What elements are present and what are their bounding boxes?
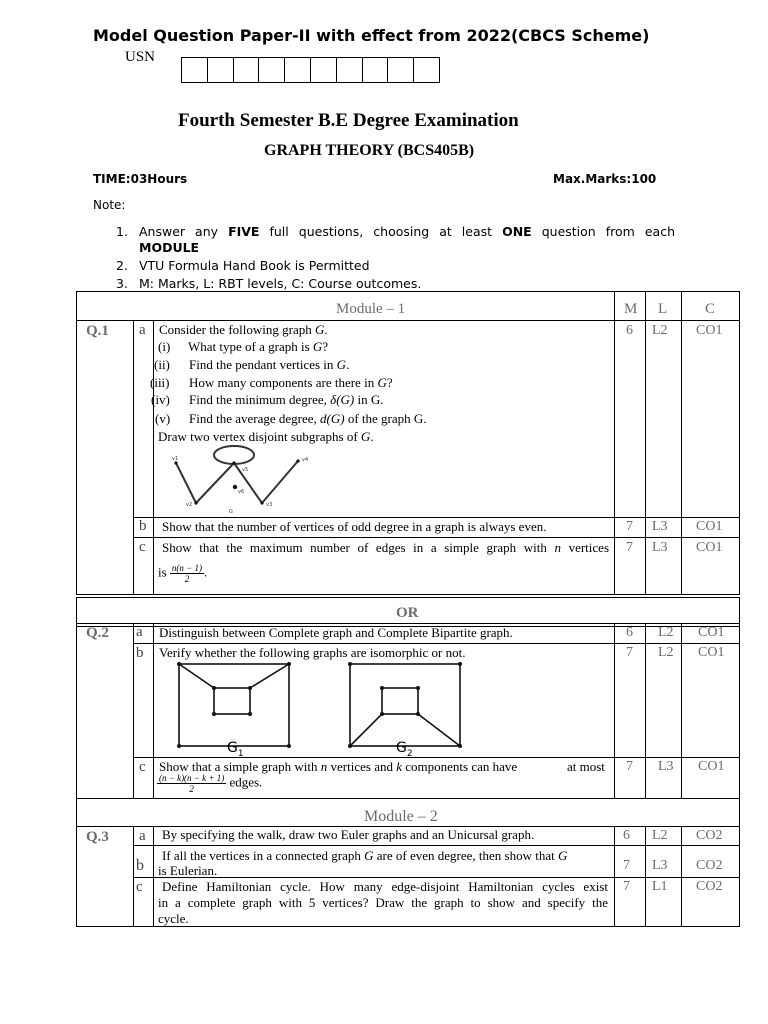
q3a-text: By specifying the walk, draw two Euler graphs and an Unicursal graph. (162, 827, 535, 842)
q2c-text-end: at most (567, 759, 605, 774)
graph-label-v5: v5 (242, 467, 249, 473)
q2c-sub: c (139, 759, 146, 775)
q2b-level: L2 (658, 645, 674, 660)
q1a-graph-figure (158, 445, 310, 515)
col-m-header: M (624, 301, 638, 317)
usn-digit-box (310, 57, 337, 83)
q2-label: Q.2 (86, 625, 109, 641)
q2c-text: Show that a simple graph with n vertices and k components can have (159, 759, 518, 774)
q3b-text: If all the vertices in a connected graph G are of even degree, then show that G (162, 848, 568, 863)
q1c-marks: 7 (626, 540, 633, 555)
q2b-text: Verify whether the following graphs are isomorphic or not. (159, 645, 466, 660)
col-c-header: C (705, 301, 716, 317)
q2c-line2: $\frac{(n - k)(n - k + 1)}{2}$ edges. (159, 773, 263, 794)
subject-name: GRAPH THEORY (BCS405B) (264, 142, 475, 159)
instruction-1: 1. Answer any FIVE full questions, choosing at least ONE question from each MODULE (116, 224, 675, 255)
instruction-3: 3. M: Marks, L: RBT levels, C: Course outcomes. (116, 276, 422, 291)
q3c-level: L1 (652, 879, 668, 894)
usn-digit-box (387, 57, 414, 83)
module-1-heading: Module – 1 (336, 301, 406, 317)
q3a-sub: a (139, 828, 146, 844)
q2c-co: CO1 (698, 759, 725, 774)
q2b-marks: 7 (626, 645, 633, 660)
q2a-sub: a (136, 624, 143, 640)
q3c-line1: Define Hamiltonian cycle. How many edge-disjoint Hamiltonian cycles exist (162, 879, 608, 894)
q3c-sub: c (136, 879, 143, 895)
q1a-item-4: (iv) Find the minimum degree, δ(G) in G. (151, 392, 384, 407)
q3-label: Q.3 (86, 829, 109, 845)
usn-digit-box (336, 57, 363, 83)
module-2-heading: Module – 2 (364, 808, 438, 825)
q3a-level: L2 (652, 828, 668, 843)
usn-digit-box (207, 57, 234, 83)
q1a-marks: 6 (626, 323, 633, 338)
q2c-marks: 7 (626, 759, 633, 774)
usn-digit-box (233, 57, 260, 83)
graph-label-v3: v3 (266, 502, 273, 508)
instruction-2: 2. VTU Formula Hand Book is Permitted (116, 258, 370, 273)
q3a-co: CO2 (696, 828, 723, 843)
exam-name: Fourth Semester B.E Degree Examination (178, 110, 519, 131)
graph-label-v1: v1 (172, 456, 179, 462)
q2b-sub: b (136, 645, 144, 661)
q3b-line2: is Eulerian. (158, 863, 218, 878)
usn-digit-box (362, 57, 389, 83)
usn-digit-box (258, 57, 285, 83)
q1c-level: L3 (652, 540, 668, 555)
graph-label-v2: v2 (186, 502, 193, 508)
graph-label-v6: v6 (238, 489, 245, 495)
q1a-sub: a (139, 322, 146, 338)
q3c-line3: cycle. (158, 911, 189, 926)
paper-title: Model Question Paper-II with effect from 2022(CBCS Scheme) (93, 26, 650, 45)
q3a-marks: 6 (623, 828, 630, 843)
q1a-last: Draw two vertex disjoint subgraphs of G. (158, 429, 374, 444)
col-l-header: L (658, 301, 668, 317)
note-label: Note: (93, 198, 126, 212)
q1b-text: Show that the number of vertices of odd degree in a graph is always even. (162, 519, 547, 534)
q3b-co: CO2 (696, 858, 723, 873)
q2b-g1-label: $G_1$ (227, 740, 244, 759)
q1b-sub: b (139, 518, 147, 534)
q1a-item-3: (iii) How many components are there in G? (150, 375, 393, 390)
graph-label-g: G (229, 509, 233, 515)
q1a-level: L2 (652, 323, 668, 338)
usn-digit-box (284, 57, 311, 83)
usn-label: USN (125, 49, 156, 65)
max-marks: Max.Marks:100 (553, 172, 657, 186)
q2a-co: CO1 (698, 625, 725, 640)
q1b-co: CO1 (696, 519, 723, 534)
q1b-marks: 7 (626, 519, 633, 534)
q3c-marks: 7 (623, 879, 630, 894)
q1a-item-1: (i) What type of a graph is G? (158, 339, 329, 354)
q1-label: Q.1 (86, 323, 109, 339)
usn-input-boxes (182, 57, 440, 83)
q1b-level: L3 (652, 519, 668, 534)
graph-label-v4: v4 (302, 457, 309, 463)
q1a-intro: Consider the following graph G. (159, 322, 328, 337)
q3b-marks: 7 (623, 858, 630, 873)
q2a-text: Distinguish between Complete graph and Complete Bipartite graph. (159, 625, 513, 640)
q1a-co: CO1 (696, 323, 723, 338)
q3b-level: L3 (652, 858, 668, 873)
q3c-co: CO2 (696, 879, 723, 894)
usn-digit-box (413, 57, 440, 83)
q1c-sub: c (139, 539, 146, 555)
q3b-sub: b (136, 857, 144, 874)
q1c-text: Show that the maximum number of edges in a simple graph with n vertices (162, 540, 610, 555)
q1c-co: CO1 (696, 540, 723, 555)
q1a-item-5: (v) Find the average degree, d(G) of the graph G. (155, 411, 427, 426)
exam-time: TIME:03Hours (93, 172, 188, 186)
q2a-level: L2 (658, 625, 674, 640)
q2b-g2-label: $G_2$ (396, 740, 413, 759)
q3c-line2: in a complete graph with 5 vertices? Draw the graph to show and specify the (158, 895, 608, 910)
q2c-level: L3 (658, 759, 674, 774)
q2a-marks: 6 (626, 625, 633, 640)
q2b-co: CO1 (698, 645, 725, 660)
or-separator: OR (396, 605, 419, 621)
q1a-item-2: (ii) Find the pendant vertices in G. (154, 357, 350, 372)
usn-digit-box (181, 57, 208, 83)
q1c-line2: is $\frac{n(n - 1)}{2}$ . (158, 563, 208, 584)
